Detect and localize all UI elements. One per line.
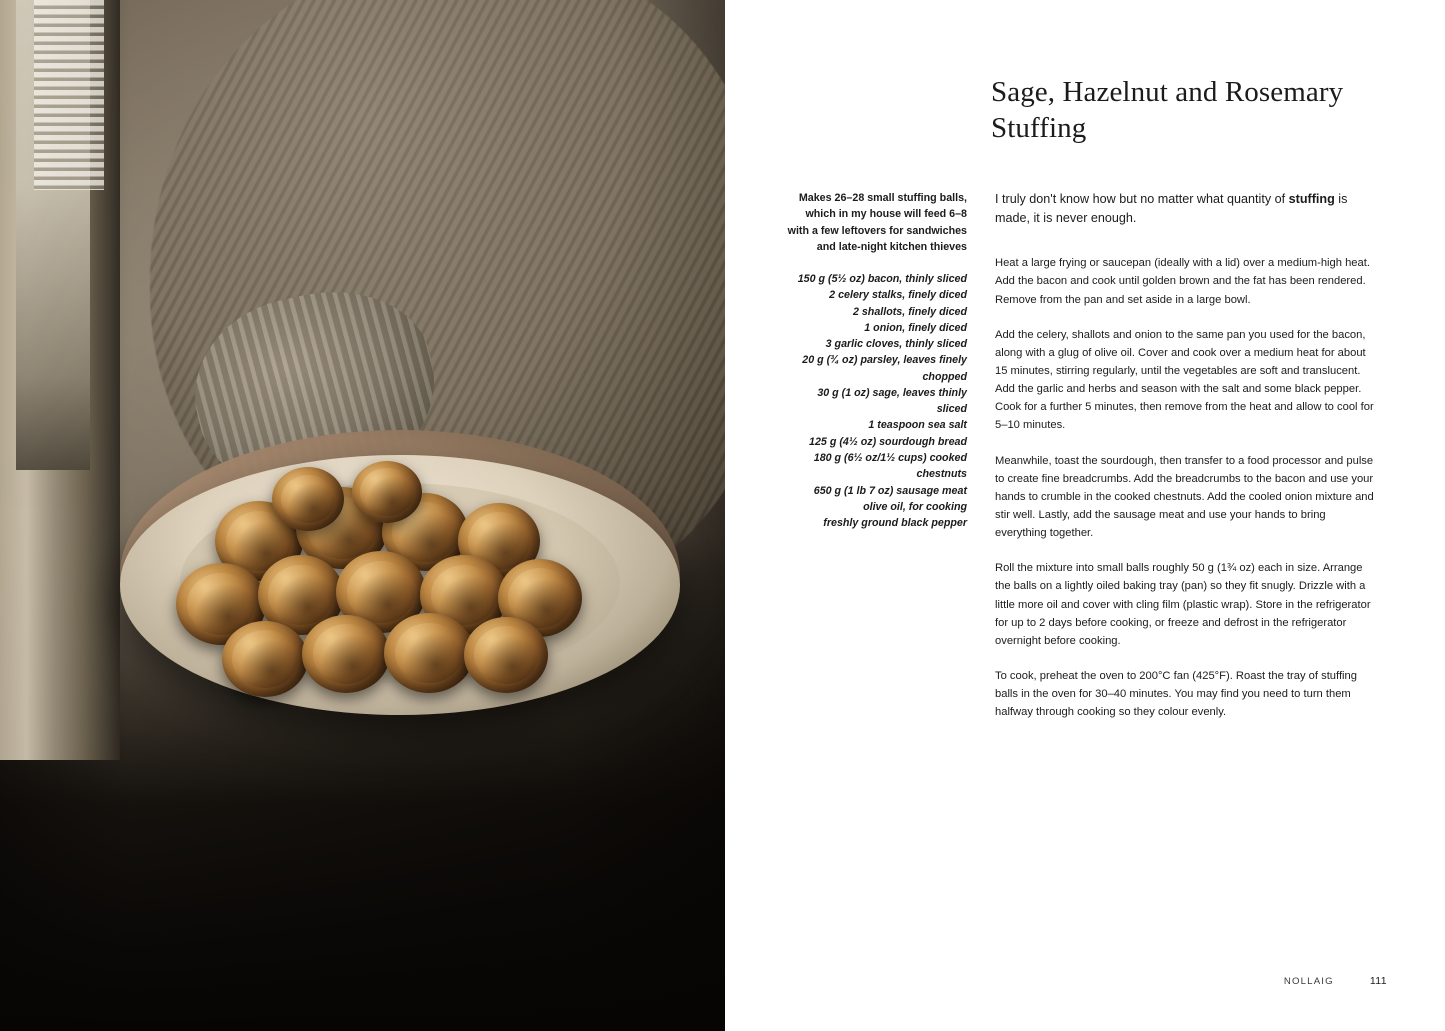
recipe-intro bbox=[995, 190, 1375, 228]
page-footer bbox=[1284, 975, 1387, 987]
window-frame bbox=[0, 0, 120, 760]
method-step: Meanwhile, toast the sourdough, then transfer to a food processor and pulse to create fine breadcrumbs. Add the breadcrumbs to the bacon and use your hands to crumble in the cooked chestnuts. Add the cooled onion mixture and stir well. Lastly, add the sausage meat and use your hands to bring everything together. bbox=[995, 454, 1374, 540]
method-step: Add the celery, shallots and onion to the same pan you used for the bacon, along with a glug of olive oil. Cover and cook over a medium heat for about 15 minutes, stirring regularly, until the vegetables are soft and translucent. Add the garlic and herbs and season with the salt and some black pepper. Cook for a further 5 minutes, then remove from the heat and allow to cool for 5–10 minutes. bbox=[995, 328, 1374, 432]
footer-chapter: NOLLAIG bbox=[1283, 976, 1334, 987]
stuffing-ball bbox=[384, 613, 474, 693]
ceramic-plate bbox=[120, 455, 680, 715]
ingredient-item: 650 g (1 lb 7 oz) sausage meat bbox=[813, 484, 967, 497]
method-step: To cook, preheat the oven to 200°C fan (425°F). Roast the tray of stuffing balls in the oven for 30–40 minutes. You may find you need to turn them halfway through cooking so they colour evenly. bbox=[995, 669, 1357, 719]
ingredient-item: 150 g (5½ oz) bacon, thinly sliced bbox=[797, 273, 967, 286]
stuffing-ball bbox=[222, 621, 308, 697]
ingredient-item: freshly ground black pepper bbox=[823, 517, 967, 530]
recipe-title: Sage, Hazelnut and Rosemary Stuffing bbox=[991, 76, 1344, 144]
ingredient-item: 1 onion, finely diced bbox=[864, 321, 967, 334]
ingredient-item: 180 g (6½ oz/1½ cups) cooked chestnuts bbox=[813, 451, 967, 481]
stuffing-ball bbox=[464, 617, 548, 693]
ingredient-item: olive oil, for cooking bbox=[863, 500, 967, 513]
intro-text-after: is made, it is never enough. bbox=[995, 192, 1348, 226]
intro-bold-word: stuffing bbox=[1288, 192, 1335, 206]
recipe-method bbox=[995, 190, 1375, 738]
ingredient-item: 2 celery stalks, finely diced bbox=[829, 289, 967, 302]
window-glass bbox=[16, 0, 90, 470]
recipe-text-page bbox=[725, 0, 1445, 1031]
stuffing-ball bbox=[352, 461, 422, 523]
ingredient-item: 3 garlic cloves, thinly sliced bbox=[825, 338, 967, 351]
recipe-body bbox=[785, 190, 1415, 738]
ingredient-list bbox=[785, 271, 967, 531]
ingredient-item: 2 shallots, finely diced bbox=[852, 305, 967, 318]
window-blind bbox=[34, 0, 104, 190]
method-step: Heat a large frying or saucepan (ideally with a lid) over a medium-high heat. Add the bacon and cook until golden brown and the fat has been rendered. Remove from the pan and set aside in a large bowl. bbox=[995, 257, 1370, 306]
ingredient-item: 30 g (1 oz) sage, leaves thinly sliced bbox=[817, 386, 967, 416]
ingredient-item: 125 g (4½ oz) sourdough bread bbox=[809, 435, 967, 448]
stuffing-ball bbox=[272, 467, 344, 531]
intro-text-before: I truly don't know how but no matter what quantity of bbox=[995, 192, 1289, 206]
recipe-sidebar bbox=[785, 190, 967, 738]
page-number: 111 bbox=[1369, 975, 1387, 987]
recipe-yield: Makes 26–28 small stuffing balls, which in my house will feed 6–8 with a few leftovers for sandwiches and late-night kitchen thieves bbox=[787, 192, 967, 253]
ingredient-item: 20 g (¾ oz) parsley, leaves finely chopped bbox=[802, 354, 967, 383]
ingredient-item: 1 teaspoon sea salt bbox=[868, 419, 967, 432]
method-step: Roll the mixture into small balls roughly 50 g (1¾ oz) each in size. Arrange the balls on a lightly oiled baking tray (pan) so they fit snugly. Drizzle with a little more oil and cover with cling film (plastic wrap). Store in the refrigerator for up to 2 days before cooking, or freeze and defrost in the refrigerator overnight before cooking. bbox=[995, 562, 1371, 647]
stuffing-ball bbox=[302, 615, 390, 693]
